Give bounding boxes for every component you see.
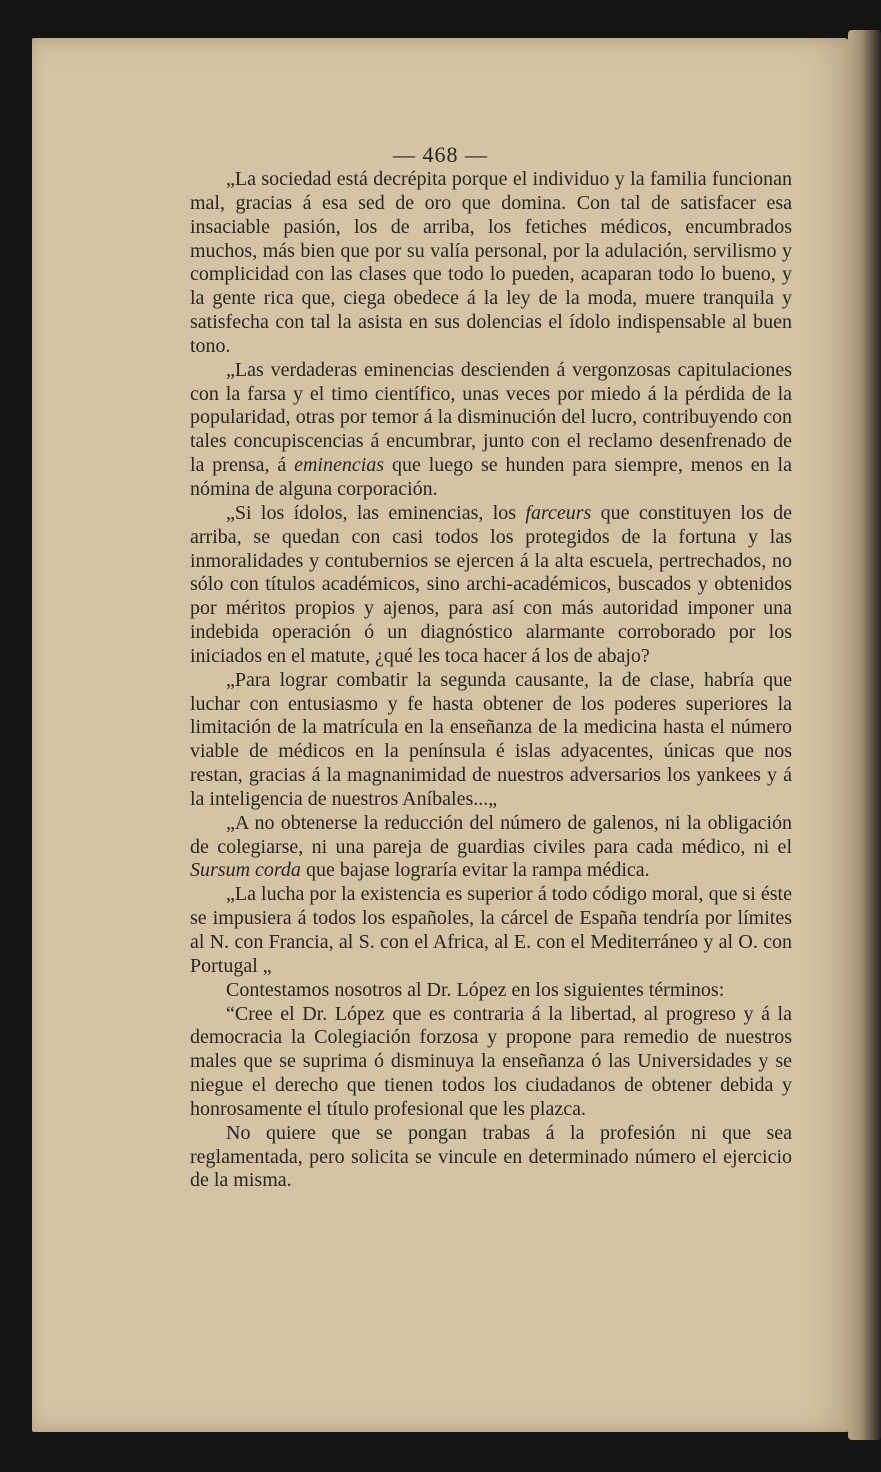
text-run: “Cree el Dr. López que es contraria á la libertad, al progreso y á la democracia la Colegiación forzosa y propone para remedio de nuestros males que se suprima ó disminuya la enseñanza ó las Universidades y se niegue el derecho que tienen todos los ciudadanos de obtener debida y honrosamente el título profesional que les plazca. (190, 1002, 792, 1120)
paragraph (190, 1003, 792, 1122)
page-edge (848, 30, 881, 1440)
text-run: Contestamos nosotros al Dr. López en los siguientes términos: (226, 978, 725, 1001)
paragraph (190, 502, 792, 669)
paragraph (190, 359, 792, 502)
paragraph (190, 883, 792, 978)
paragraph (190, 812, 792, 884)
paragraph (190, 669, 792, 812)
text-run: „La lucha por la existencia es superior á todo código moral, que si éste se impusiera á todos los españoles, la cárcel de España tendría por límites al N. con Francia, al S. con el Africa, al E. con el Mediterráneo y al O. con Portugal „ (190, 883, 792, 977)
paragraph (190, 1122, 792, 1194)
italic-text: eminencias (294, 454, 385, 477)
body-text (190, 168, 792, 1193)
paragraph (190, 168, 792, 359)
text-run: „A no obtenerse la reducción del número de galenos, ni la obligación de colegiarse, ni una pareja de guardias civiles para cada médico, ni el (190, 811, 792, 858)
text-run: No quiere que se pongan trabas á la profesión ni que sea reglamentada, pero solicita se vincule en determinado número el ejercicio de la misma. (190, 1121, 792, 1192)
paragraph (190, 979, 792, 1003)
text-run: „Para lograr combatir la segunda causante, la de clase, habría que luchar con entusiasmo y fe hasta obtener de los poderes superiores la limitación de la matrícula en la enseñanza de la medicina hasta el número viable de médicos en la península é islas adyacentes, únicas que nos restan, gracias á la magnanimidad de nuestros adversarios los yankees y á la inteligencia de nuestros Aníbales...„ (190, 668, 792, 810)
text-run: que bajase lograría evitar la rampa médica. (300, 859, 650, 882)
text-run: „La sociedad está decrépita porque el individuo y la familia funcionan mal, gracias á esa sed de oro que domina. Con tal de satisfacer esa insaciable pasión, los de arriba, los fetiches médicos, encumbrados muchos, más bien que por su valía personal, por la adulación, servilismo y complicidad con las clases que todo lo pueden, acaparan todo lo bueno, y la gente rica que, ciega obedece á la ley de la moda, muere tranquila y satisfecha con tal la asista en sus dolencias el ídolo indispensable al buen tono. (190, 168, 792, 357)
page-number: — 468 — (393, 142, 488, 167)
text-run: „Las verdaderas eminencias descienden á vergonzosas capitulaciones con la farsa y el timo científico, unas veces por miedo á la pérdida de la popularidad, otras por temor á la disminución del lucro, contribuyendo con tales concupiscencias á encumbrar, junto con el reclamo desenfrenado de la prensa, á (190, 358, 792, 477)
text-run: que constituyen los de arriba, se quedan con casi todos los protegidos de la fortuna y las inmoralidades y contubernios se ejercen á la alta escuela, pertrechados, no sólo con títulos académicos, sino archi-académicos, buscados y obtenidos por méritos propios y ajenos, para así con más autoridad imponer una indebida operación ó un diagnóstico alarmante corroborado por los iniciados en el matute, ¿qué les toca hacer á los de abajo? (190, 501, 792, 667)
italic-text: farceurs (525, 501, 592, 524)
italic-text: Sursum corda (190, 859, 301, 882)
text-run: „Si los ídolos, las eminencias, los (226, 501, 526, 524)
text-run: que luego se hunden para siempre, menos en la nómina de alguna corporación. (190, 454, 792, 500)
